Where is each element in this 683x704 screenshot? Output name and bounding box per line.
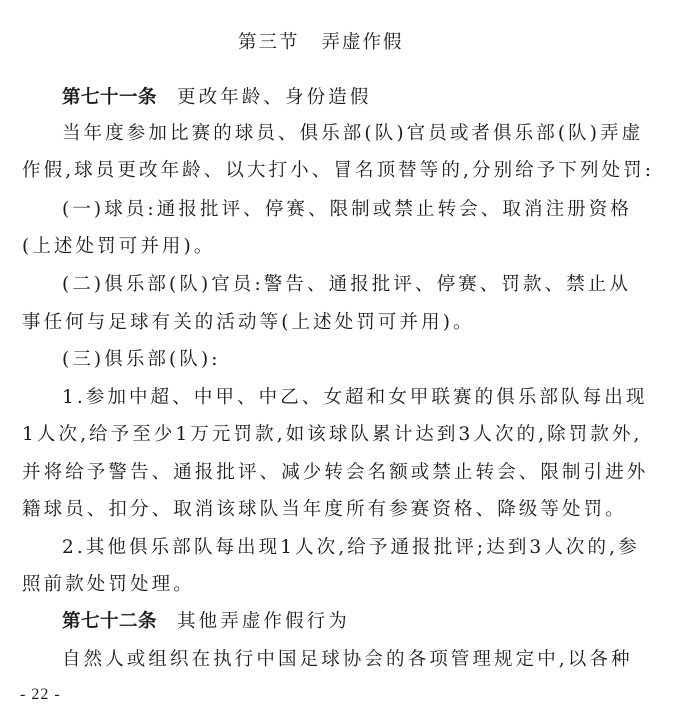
paragraph-line: 籍球员、扣分、取消该球队当年度所有参赛资格、降级等处罚。 [22, 499, 627, 520]
section-title: 弄虚作假 [321, 32, 404, 53]
article-number: 第七十一条 [62, 87, 158, 108]
page-number: - 22 - [20, 686, 61, 703]
section-heading [238, 28, 404, 54]
paragraph-line: (二)俱乐部(队)官员:警告、通报批评、停赛、罚款、禁止从 [62, 274, 632, 295]
article-number: 第七十二条 [62, 611, 158, 632]
article-heading [62, 610, 350, 634]
article-title: 更改年龄、身份造假 [177, 87, 372, 108]
paragraph-line: (上述处罚可并用)。 [22, 236, 216, 257]
paragraph-line: 事任何与足球有关的活动等(上述处罚可并用)。 [22, 312, 475, 333]
paragraph-line: (一)球员:通报批评、停赛、限制或禁止转会、取消注册资格 [62, 199, 632, 220]
article-heading [62, 86, 371, 110]
paragraph-line: (三)俱乐部(队): [62, 349, 221, 370]
paragraph-line: 自然人或组织在执行中国足球协会的各项管理规定中,以各种 [62, 649, 633, 670]
paragraph-line: 1.参加中超、中甲、中乙、女超和女甲联赛的俱乐部队每出现 [62, 387, 648, 408]
paragraph-line: 2.其他俱乐部队每出现1人次,给予通报批评;达到3人次的,参 [62, 537, 640, 558]
paragraph-line: 照前款处罚处理。 [22, 574, 195, 595]
paragraph-line: 1人次,给予至少1万元罚款,如该球队累计达到3人次的,除罚款外, [22, 424, 643, 445]
paragraph-line: 作假,球员更改年龄、以大打小、冒名顶替等的,分别给予下列处罚: [22, 160, 655, 181]
paragraph-line: 并将给予警告、通报批评、减少转会名额或禁止转会、限制引进外 [22, 462, 649, 483]
article-title: 其他弄虚作假行为 [177, 611, 350, 632]
section-number: 第三节 [238, 32, 300, 53]
paragraph-line: 当年度参加比赛的球员、俱乐部(队)官员或者俱乐部(队)弄虚 [62, 123, 644, 144]
